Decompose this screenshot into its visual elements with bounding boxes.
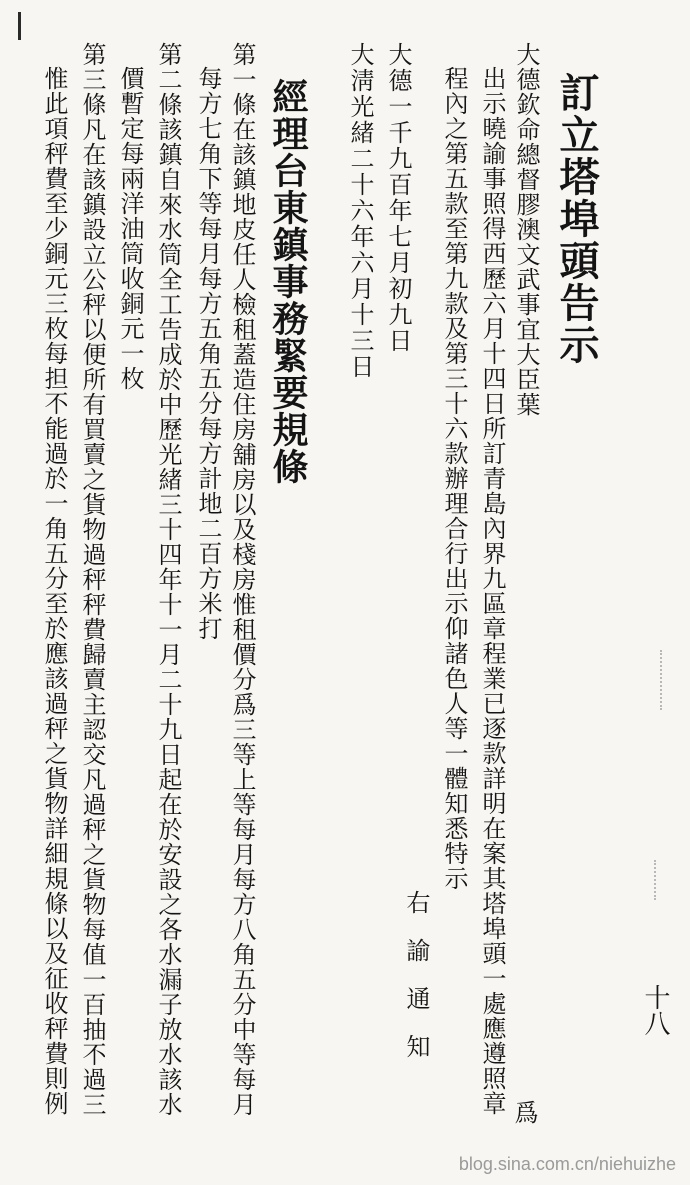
regulation-line-6: 惟此項秤費至少銅元三枚每担不能過於一角五分至於應該過秤之貨物詳細規條以及征收秤費則例 bbox=[40, 66, 68, 1116]
regulations-title: 經理台東鎮事務緊要規條 bbox=[267, 78, 309, 485]
notice-body-line-2: 程內之第五款至第九款及第三十六款辦理合行出示仰諸色人等一體知悉特示 bbox=[440, 66, 468, 891]
scan-dots bbox=[654, 860, 658, 900]
regulation-line-4: 價暫定每兩洋油筒收銅元一枚 bbox=[116, 66, 144, 391]
page-edge-mark bbox=[18, 12, 21, 40]
notice-tail-char: 爲 bbox=[510, 1100, 538, 1124]
notice-author: 大德欽命總督膠澳文武事宜大臣葉 bbox=[512, 42, 540, 417]
notice-title: 訂立塔埠頭告示 bbox=[553, 72, 600, 366]
regulation-line-2: 每方七角下等每月每方五角五分每方計地二百方米打 bbox=[194, 66, 222, 641]
page-number: 十八 bbox=[640, 984, 670, 1036]
scan-dots bbox=[660, 650, 664, 710]
notice-date-qing: 大淸光緒二十六年六月十三日 bbox=[346, 42, 374, 380]
regulation-line-3: 第二條該鎮自來水筒全工告成於中歷光緒三十四年十一月二十九日起在於安設之各水漏子放水該水 bbox=[154, 42, 182, 1117]
watermark: blog.sina.com.cn/niehuizhe bbox=[458, 1154, 676, 1174]
notice-body-line-1: 出示曉諭事照得西歷六月十四日所訂青島內界九區章程業已逐款詳明在案其塔埠頭一處應遵照章 bbox=[478, 66, 506, 1116]
regulation-line-1: 第一條在該鎮地皮任人檢租蓋造住房舖房以及棧房惟租價分爲三等上等每月每方八角五分中等每月 bbox=[228, 42, 256, 1117]
notice-date-german: 大德一千九百年七月初九日 bbox=[384, 42, 412, 354]
regulation-line-5: 第三條凡在該鎮設立公秤以便所有買賣之貨物過秤秤費歸賣主認交凡過秤之貨物每值一百抽不過三 bbox=[78, 42, 106, 1117]
notice-closing: 右諭通知 bbox=[402, 890, 430, 1082]
